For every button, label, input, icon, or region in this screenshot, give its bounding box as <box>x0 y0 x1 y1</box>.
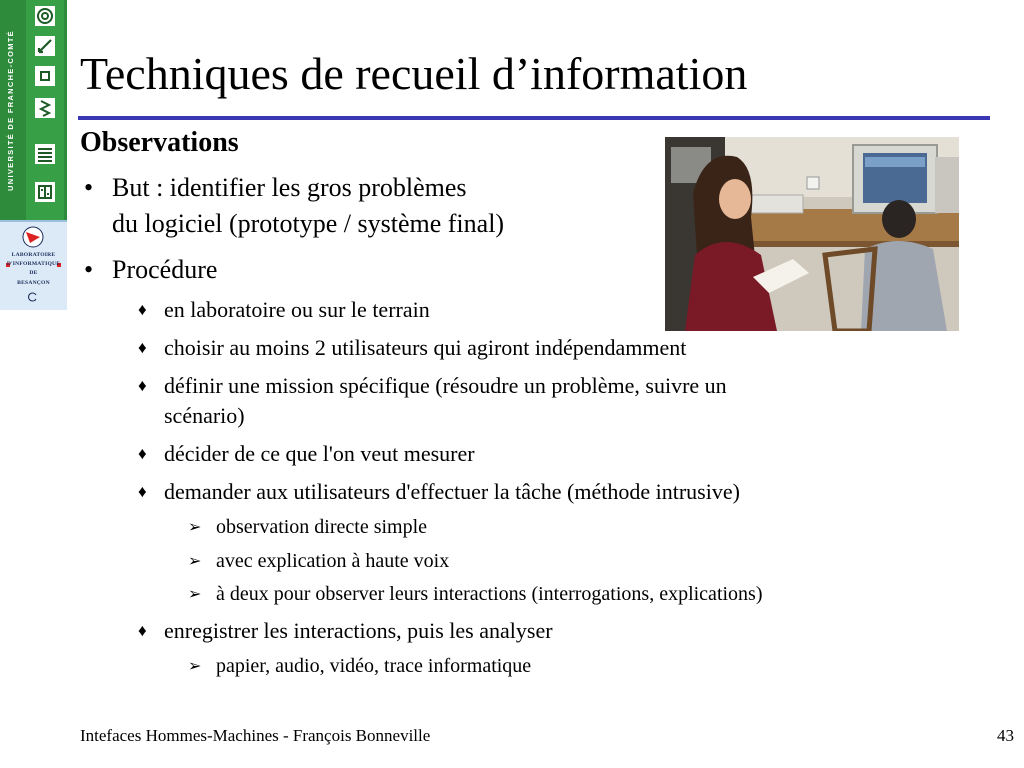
arrow-marker: ➢ <box>188 517 202 536</box>
arrow-marker: ➢ <box>188 656 202 675</box>
bullet-marker: • <box>84 173 94 202</box>
lab-logo <box>0 220 67 310</box>
square-icon <box>33 64 57 88</box>
university-name: UNIVERSITÉ DE FRANCHE-COMTÉ <box>5 29 15 191</box>
arrow-marker: ➢ <box>188 584 202 603</box>
page-number: 43 <box>997 726 1014 745</box>
lab-swirl-icon <box>28 292 38 302</box>
section-heading: Observations <box>80 127 239 158</box>
diamond-marker: ♦ <box>138 444 147 463</box>
bullet-marker: • <box>84 255 94 284</box>
bullet-text: But : identifier les gros problèmes <box>112 173 467 202</box>
figure-icon <box>33 96 57 120</box>
lab-emblem-icon <box>22 226 44 248</box>
lab-name-line-2: D'INFORMATIQUE <box>6 261 61 267</box>
slide-title: Techniques de recueil d’information <box>80 48 748 99</box>
footer-course: Intefaces Hommes-Machines - François Bonneville <box>80 726 431 745</box>
lab-name-line-3: DE <box>29 270 38 276</box>
diamond-marker: ♦ <box>138 376 147 395</box>
diamond-marker: ♦ <box>138 338 147 357</box>
arrow-marker: ➢ <box>188 551 202 570</box>
bullet-text: Procédure <box>112 255 218 284</box>
diamond-marker: ♦ <box>138 300 147 319</box>
university-logo <box>0 0 67 220</box>
pencil-icon <box>33 34 57 58</box>
bullet-text: du logiciel (prototype / système final) <box>112 209 505 238</box>
logo-strip <box>0 0 67 308</box>
diamond-marker: ♦ <box>138 482 147 501</box>
spiral-icon <box>33 4 57 28</box>
lab-name-line-4: BESANÇON <box>17 280 50 286</box>
diamond-marker: ♦ <box>138 621 147 640</box>
observation-photo <box>665 137 959 331</box>
grid-icon <box>33 142 57 166</box>
book-icon <box>33 180 57 204</box>
lab-name-line-1: LABORATOIRE <box>11 252 56 258</box>
title-rule <box>78 116 990 120</box>
